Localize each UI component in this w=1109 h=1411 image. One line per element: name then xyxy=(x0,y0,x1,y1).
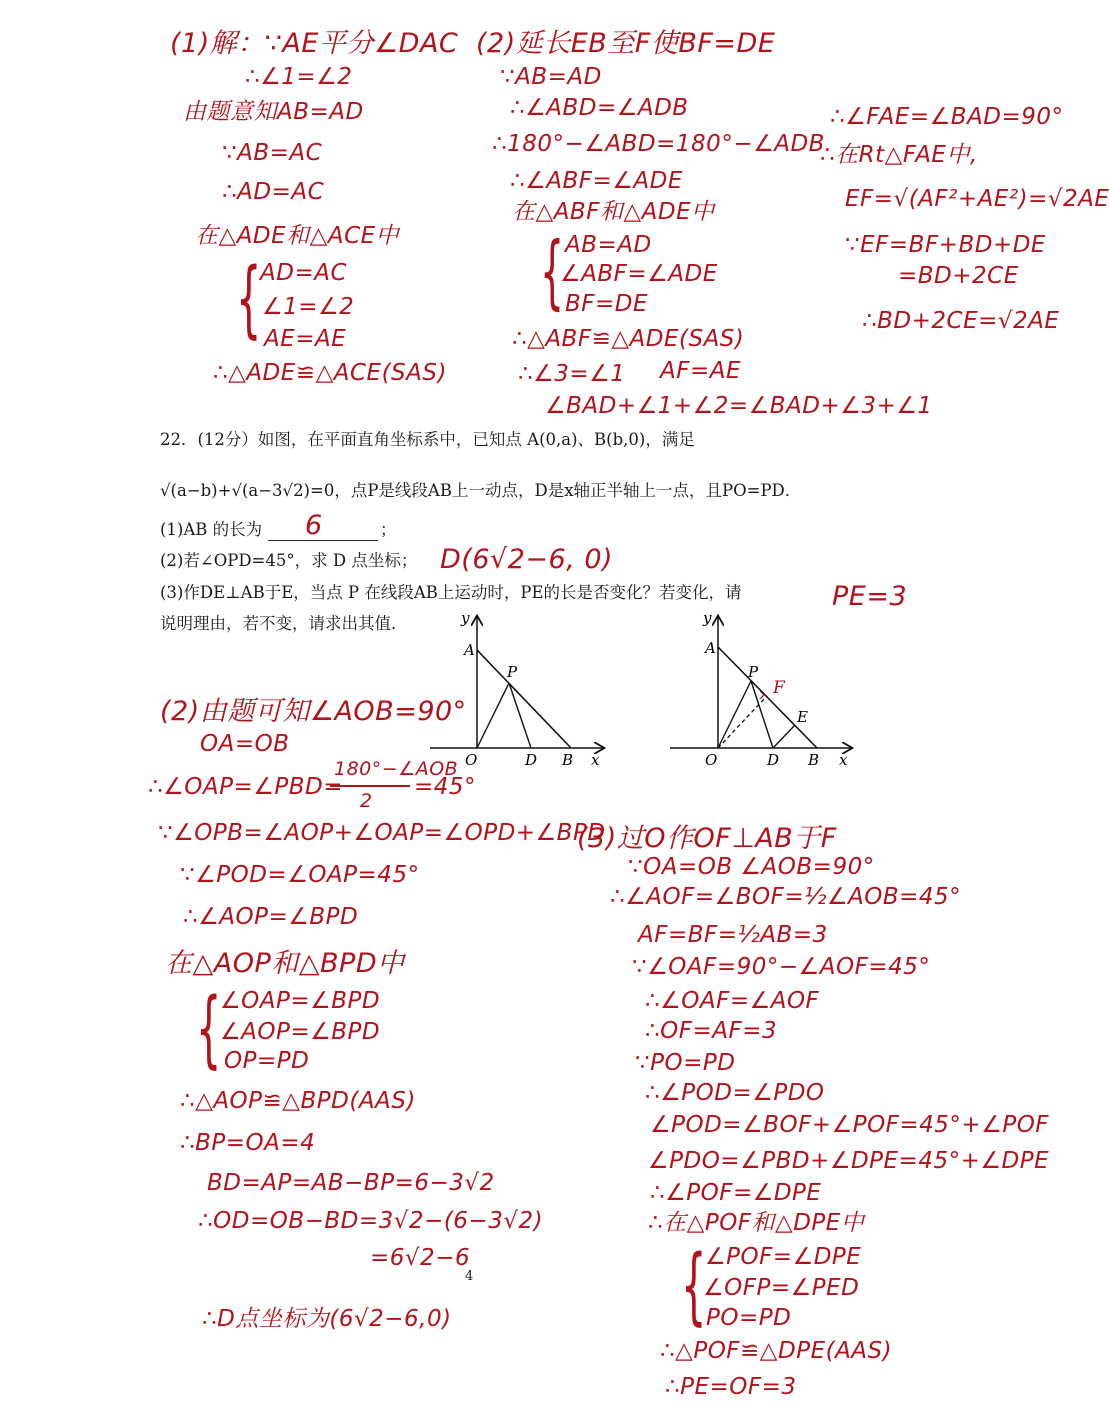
answer-blank-line xyxy=(268,540,378,541)
hw-line: 由题意知AB=AD xyxy=(183,99,364,125)
label-b: B xyxy=(562,751,574,769)
answer-1: 6 xyxy=(305,510,323,541)
hw-line: ∠POF=∠DPE xyxy=(705,1244,862,1270)
hw-line: ∵OA=OB ∠AOB=90° xyxy=(628,854,875,880)
brace-symbol: { xyxy=(681,1238,707,1336)
problem-line: (1)AB 的长为 xyxy=(160,520,263,539)
hw-line: ∴OF=AF=3 xyxy=(645,1018,778,1044)
label-p: P xyxy=(748,663,759,681)
hw-line: ∵PO=PD xyxy=(635,1050,736,1076)
hw-line: ∠AOP=∠BPD xyxy=(220,1019,381,1045)
hw-line: 在△ABF和△ADE中 xyxy=(512,199,715,225)
hw-line: EF=√(AF²+AE²)=√2AE xyxy=(845,186,1109,212)
hw-line: ∴在△POF和△DPE中 xyxy=(648,1210,865,1236)
hw-line: ∵∠POD=∠OAP=45° xyxy=(180,862,420,888)
hw-line: BD=AP=AB−BP=6−3√2 xyxy=(207,1170,495,1196)
problem-line: (3)作DE⊥AB于E，当点 P 在线段AB上运动时，PE的长是否变化？若变化，请 xyxy=(160,583,742,602)
label-d: D xyxy=(767,751,780,769)
hw-line: OP=PD xyxy=(224,1048,310,1074)
hw-line: ∵∠OPB=∠AOP+∠OAP=∠OPD+∠BPD xyxy=(158,820,606,846)
hw-line: (2)由题可知∠AOB=90° xyxy=(160,696,467,727)
figure-1 xyxy=(425,605,610,775)
hw-line: ∴△POF≌△DPE(AAS) xyxy=(660,1338,893,1364)
hw-line: ∴∠AOF=∠BOF=½∠AOB=45° xyxy=(610,884,962,910)
hw-line: AD=AC xyxy=(260,260,348,286)
hw-line: ∠PDO=∠PBD+∠DPE=45°+∠DPE xyxy=(648,1148,1050,1174)
hw-line: ∴∠OAF=∠AOF xyxy=(645,988,820,1014)
hw-line: ∴∠1=∠2 xyxy=(245,64,353,90)
segment-ab xyxy=(477,650,571,748)
hw-line: 在△ADE和△ACE中 xyxy=(195,223,400,249)
hw-line: AF=BF=½AB=3 xyxy=(638,922,828,948)
hw-line: AB=AD xyxy=(565,232,652,258)
hw-line: 在△AOP和△BPD中 xyxy=(165,948,405,979)
label-p: P xyxy=(507,663,518,681)
hw-line: OA=OB xyxy=(200,731,290,757)
label-y: y xyxy=(461,609,470,627)
hw-line: BF=DE xyxy=(565,291,649,317)
hw-line: AF=AE xyxy=(660,358,742,384)
segment-of-dashed xyxy=(718,697,766,748)
hw-line: ∴PE=OF=3 xyxy=(665,1374,797,1400)
hw-line: ∴∠POF=∠DPE xyxy=(650,1180,822,1206)
hw-line: ∴∠ABF=∠ADE xyxy=(510,168,683,194)
fraction-denominator: 2 xyxy=(360,790,373,812)
label-x: x xyxy=(591,751,600,769)
hw-line: ∴∠FAE=∠BAD=90° xyxy=(830,104,1064,130)
hw-line: =BD+2CE xyxy=(898,263,1019,289)
hw-line: ∠ABF=∠ADE xyxy=(560,261,718,287)
label-f: F xyxy=(773,678,785,698)
hw-line: =6√2−6 xyxy=(370,1245,471,1271)
label-o: O xyxy=(705,751,718,769)
hw-line: ∴∠3=∠1 xyxy=(518,361,626,387)
label-o: O xyxy=(465,751,478,769)
hw-line: (2)延长EB至F使BF=DE xyxy=(476,28,776,59)
hw-line: ∴∠POD=∠PDO xyxy=(645,1080,825,1106)
hw-line: AE=AE xyxy=(264,326,347,352)
hw-line: (3)过O作OF⊥AB于F xyxy=(577,823,837,854)
segment-op xyxy=(477,683,509,748)
problem-line: ； xyxy=(380,520,397,539)
hw-line: ∠BAD+∠1+∠2=∠BAD+∠3+∠1 xyxy=(545,393,933,419)
hw-line: ∴∠OAP=∠PBD= xyxy=(148,774,343,800)
label-a: A xyxy=(705,639,716,657)
label-a: A xyxy=(464,641,475,659)
figure-2 xyxy=(665,605,860,775)
segment-de xyxy=(773,725,795,748)
hw-line: =45° xyxy=(414,774,477,800)
hw-line: ∠OFP=∠PED xyxy=(703,1275,860,1301)
hw-line: ∴OD=OB−BD=3√2−(6−3√2) xyxy=(198,1208,544,1234)
hw-line: ∴AD=AC xyxy=(222,179,325,205)
problem-line: (2)若∠OPD=45°，求 D 点坐标； xyxy=(160,551,418,570)
hw-line: ∠1=∠2 xyxy=(262,294,355,320)
hw-line: ∵AB=AD xyxy=(500,64,602,90)
hw-line: ∴在Rt△FAE中, xyxy=(820,142,978,168)
hw-line: ∴180°−∠ABD=180°−∠ADB xyxy=(492,131,825,157)
brace-symbol: { xyxy=(540,225,565,319)
hw-line: ∠OAP=∠BPD xyxy=(220,988,381,1014)
hw-line: ∵EF=BF+BD+DE xyxy=(845,232,1046,258)
problem-line: 说明理由，若不变，请求出其值. xyxy=(160,614,397,633)
answer-2: D(6√2−6, 0) xyxy=(440,544,614,575)
fraction-bar xyxy=(330,785,410,787)
brace-symbol: { xyxy=(196,981,222,1079)
label-x: x xyxy=(839,751,848,769)
hw-line: ∴△ABF≌△ADE(SAS) xyxy=(512,326,745,352)
brace-symbol: { xyxy=(236,251,262,349)
hw-line: (1)解：∵AE平分∠DAC xyxy=(170,28,459,59)
label-e: E xyxy=(797,708,808,726)
label-b: B xyxy=(808,751,820,769)
fraction-numerator: 180°−∠AOB xyxy=(334,758,459,780)
hw-line: ∵∠OAF=90°−∠AOF=45° xyxy=(632,954,931,980)
hw-line: ∴∠AOP=∠BPD xyxy=(183,904,359,930)
segment-op xyxy=(718,681,751,748)
problem-line: 22．(12分）如图，在平面直角坐标系中，已知点 A(0,a)、B(b,0)，满足 xyxy=(160,430,695,449)
page-number: 4 xyxy=(465,1269,474,1284)
label-d: D xyxy=(525,751,538,769)
hw-line: ∠POD=∠BOF+∠POF=45°+∠POF xyxy=(650,1112,1050,1138)
hw-line: ∵AB=AC xyxy=(222,140,323,166)
segment-pd xyxy=(509,683,531,748)
hw-line: ∴△ADE≌△ACE(SAS) xyxy=(213,360,447,386)
hw-line: ∴∠ABD=∠ADB xyxy=(510,95,689,121)
problem-line: √(a−b)+√(a−3√2)=0，点P是线段AB上一动点，D是x轴正半轴上一点，且PO=PD． xyxy=(160,481,802,500)
answer-3: PE=3 xyxy=(832,581,908,612)
hw-line: ∴BD+2CE=√2AE xyxy=(862,308,1060,334)
hw-line: ∴D点坐标为(6√2−6,0) xyxy=(202,1306,452,1332)
label-y: y xyxy=(703,609,712,627)
hw-line: ∴△AOP≌△BPD(AAS) xyxy=(180,1088,416,1114)
hw-line: PO=PD xyxy=(706,1305,792,1331)
hw-line: ∴BP=OA=4 xyxy=(180,1130,316,1156)
